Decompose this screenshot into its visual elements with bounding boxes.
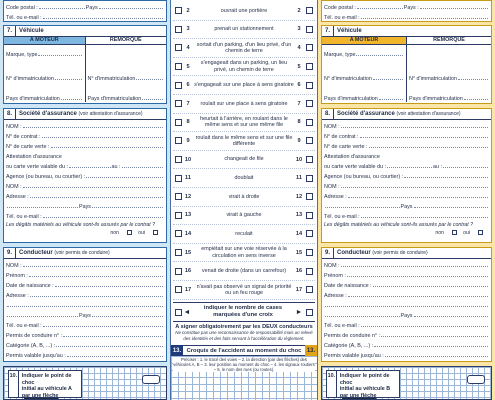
motor-vehicle-header: A MOTEUR (322, 37, 406, 45)
driver-address-label: Adresse : (6, 293, 29, 299)
circumstance-text: changeait de file (224, 156, 264, 163)
circumstance-checkbox-a[interactable] (175, 26, 182, 33)
postal-code-field-a[interactable] (4, 1, 166, 11)
trailer-country-field-b[interactable] (407, 82, 491, 102)
circumstance-number-left: 4 (186, 44, 190, 51)
agency-label: Agence (ou bureau, ou courtier) : (6, 174, 86, 180)
circumstance-text: roulait dans le même sens et sur une file différente (195, 134, 293, 147)
trailer-country-label: Pays d'immatriculation (409, 96, 463, 102)
circumstance-row (173, 21, 315, 40)
driver-name-field-b[interactable] (322, 259, 491, 269)
circumstance-row (173, 188, 315, 207)
circumstance-text: s'engageait dans un parking, un lieu privé, un chemin de terre (200, 60, 288, 73)
circumstance-text: reculait (235, 230, 253, 237)
driver-address-field-b[interactable] (322, 289, 491, 299)
vehicle-section-a (3, 25, 167, 104)
license-valid-field-a[interactable] (4, 349, 166, 359)
license-label: Permis de conduire n° : (6, 333, 63, 339)
circumstance-checkbox-a[interactable] (175, 63, 182, 70)
vehicle-section-b (321, 25, 492, 104)
vehicle-b-column (318, 0, 495, 400)
circumstance-row (173, 95, 315, 114)
circumstance-row (173, 281, 315, 300)
country-label: Pays : (403, 5, 419, 11)
circumstance-checkbox-a[interactable] (175, 286, 182, 293)
driver-address2-field-b[interactable] (322, 299, 491, 309)
insurance-section-b (321, 108, 492, 243)
circumstance-checkbox-a[interactable] (175, 119, 182, 126)
circumstance-checkbox-a[interactable] (175, 212, 182, 219)
circumstance-text: heurtait à l'arrière, en roulant dans le même sens et sur une même file (200, 116, 288, 129)
address-block-a (3, 0, 167, 22)
section-title: Véhicule (337, 28, 362, 34)
section-number: 9. (322, 248, 334, 259)
driver-birth-field-b[interactable] (322, 279, 491, 289)
section-title: Société d'assurance (337, 111, 395, 117)
brand-label: Marque, type (324, 52, 356, 58)
phone-field-b[interactable] (322, 11, 491, 21)
category-field-b[interactable] (322, 339, 491, 349)
driver-name-label: NOM : (6, 263, 22, 269)
circumstance-number-right: 11 (296, 175, 302, 182)
circumstance-number-left: 12 (184, 193, 192, 200)
circumstance-row (173, 58, 315, 77)
agency-name-field-b[interactable] (322, 180, 491, 190)
validity-to-label: au : (433, 164, 443, 170)
agency-name-field-a[interactable] (4, 180, 166, 190)
damage-question-b (322, 220, 491, 228)
section-number: 7. (322, 26, 334, 37)
registration-country-label: Pays d'immatriculation (324, 96, 378, 102)
validity-field-b[interactable] (322, 160, 491, 170)
circumstance-number-left: 10 (184, 156, 192, 163)
circumstance-row (173, 225, 315, 244)
registration-label: N° d'immatriculation (324, 76, 372, 82)
circumstance-checkbox-b[interactable] (306, 82, 313, 89)
circumstance-text: roulait sur une place à sens giratoire (200, 100, 288, 107)
circumstance-checkbox-b[interactable] (306, 137, 313, 144)
no-checkbox-a[interactable] (127, 230, 132, 235)
agency-field-b[interactable] (322, 170, 491, 180)
circumstance-checkbox-b[interactable] (306, 156, 313, 163)
agency-label: Agence (ou bureau, ou courtier) : (324, 174, 404, 180)
trailer-header: REMORQUE (86, 37, 167, 45)
yes-checkbox-b[interactable] (478, 230, 483, 235)
circumstance-checkbox-b[interactable] (306, 212, 313, 219)
driver-country-field-a[interactable] (4, 309, 166, 319)
impact-number: 10. (327, 371, 337, 397)
count-box-a[interactable] (175, 309, 182, 316)
section-title: Véhicule (19, 28, 44, 34)
circumstance-checkbox-b[interactable] (306, 175, 313, 182)
circumstance-checkbox-a[interactable] (175, 137, 182, 144)
circumstance-number-left: 2 (186, 7, 190, 14)
driver-phone-label: Tél. ou e-mail : (6, 323, 42, 329)
impact-line-3: par une flèche (339, 392, 377, 399)
count-label-line-1: indiquer le nombre de cases (203, 305, 283, 311)
driver-section-b (321, 247, 492, 362)
motor-vehicle-header: À MOTEUR (4, 37, 85, 45)
driver-firstname-field-b[interactable] (322, 269, 491, 279)
no-label: non (435, 229, 445, 236)
section-number: 8. (322, 109, 334, 120)
circumstance-number-right: 8 (297, 119, 301, 126)
circumstance-number-right: 9 (297, 137, 301, 144)
driver-section-a (3, 247, 167, 362)
circumstance-number-left: 6 (186, 82, 190, 89)
vehicle-a-column (0, 0, 170, 400)
certificate-label-b (322, 150, 491, 160)
registration-country-field-b[interactable] (322, 82, 406, 102)
circumstance-number-right: 10 (295, 156, 303, 163)
circumstance-number-left: 13 (184, 212, 192, 219)
sketch-number-right: 13. (305, 345, 317, 356)
circumstance-text: ouvrait une portière (220, 7, 268, 14)
driver-address-field-a[interactable] (4, 289, 166, 299)
registration-field-b[interactable] (322, 58, 406, 82)
circumstance-number-right: 6 (297, 82, 301, 89)
impact-instruction-b (326, 370, 400, 398)
agency-address-field-a[interactable] (4, 190, 166, 200)
circumstance-number-left: 3 (186, 26, 190, 33)
contract-field-b[interactable] (322, 130, 491, 140)
driver-birth-label: Date de naissance : (6, 283, 54, 289)
category-label: Catégorie (A, B, ...) : (324, 343, 374, 349)
impact-instruction-a (8, 370, 82, 398)
circumstance-number-right: 15 (295, 249, 303, 256)
license-label: Permis de conduire n° : (324, 333, 381, 339)
green-card-field-b[interactable] (322, 140, 491, 150)
green-card-label: N° de carte verte : (324, 144, 368, 150)
trailer-registration-field-b[interactable] (407, 58, 491, 82)
section-number: 7. (4, 26, 16, 37)
agency-name-label: NOM : (6, 184, 22, 190)
circumstance-row (173, 151, 315, 170)
driver-firstname-label: Prénom : (324, 273, 346, 279)
circumstance-text: prenait un stationnement (214, 26, 274, 33)
driver-name-label: NOM : (324, 263, 340, 269)
arrow-right-icon: ► (295, 308, 303, 316)
category-field-a[interactable] (4, 339, 166, 349)
circumstance-checkbox-b[interactable] (306, 249, 313, 256)
circumstance-text: s'engageait sur une place à sens giratoire (194, 82, 294, 89)
driver-birth-field-a[interactable] (4, 279, 166, 289)
circumstance-checkbox-b[interactable] (306, 286, 313, 293)
impact-line-3: par une flèche (21, 392, 59, 399)
green-card-label: N° de carte verte : (6, 144, 50, 150)
circumstance-text: virait à gauche (226, 212, 262, 219)
circumstance-number-right: 14 (295, 230, 303, 237)
driver-phone-field-a[interactable] (4, 319, 166, 329)
circumstance-number-right: 3 (297, 26, 301, 33)
damage-question-a (4, 220, 166, 228)
validity-to-label: au : (111, 164, 121, 170)
circumstance-checkbox-b[interactable] (306, 7, 313, 14)
section-title: Société d'assurance (19, 111, 77, 117)
country-label: Pays (85, 5, 98, 11)
registration-label: N° d'immatriculation (6, 76, 54, 82)
phone-label: Tél. ou e-mail : (324, 15, 360, 21)
circumstance-text: n'avait pas observé un signal de priorité ou un feu rouge (196, 283, 292, 296)
contract-label: N° de contrat : (6, 134, 41, 140)
circumstance-checkbox-a[interactable] (175, 175, 182, 182)
circumstance-number-right: 2 (297, 7, 301, 14)
agency-country-field-a[interactable] (4, 200, 166, 210)
address-label: Adresse : (324, 194, 347, 200)
driver-name-field-a[interactable] (4, 259, 166, 269)
agency-name-label: NOM : (324, 184, 340, 190)
circumstance-number-left: 11 (185, 175, 191, 182)
circumstance-row (173, 2, 315, 21)
insurer-name-field-a[interactable] (4, 120, 166, 130)
circumstance-text: doublait (234, 175, 254, 182)
license-valid-label: Permis valable jusqu'au : (6, 353, 66, 359)
circumstance-text: empiétait sur une voie réservée à la circulation en sens inverse (201, 246, 287, 259)
license-valid-label: Permis valable jusqu'au : (324, 353, 384, 359)
certificate-label-a (4, 150, 166, 160)
circumstance-checkbox-b[interactable] (306, 193, 313, 200)
circumstance-number-left: 5 (186, 63, 190, 70)
circumstance-number-left: 14 (184, 230, 192, 237)
circumstance-checkbox-a[interactable] (175, 193, 182, 200)
license-field-b[interactable] (322, 329, 491, 339)
circumstance-checkbox-b[interactable] (306, 230, 313, 237)
circumstance-checkbox-b[interactable] (306, 63, 313, 70)
trailer-registration-field-a[interactable] (86, 58, 167, 82)
circumstance-checkbox-a[interactable] (175, 268, 182, 275)
driver-phone-field-b[interactable] (322, 319, 491, 329)
postal-code-field-b[interactable] (322, 1, 491, 11)
brand-field-a[interactable] (4, 45, 85, 58)
circumstance-checkbox-a[interactable] (175, 44, 182, 51)
insurance-section-a (3, 108, 167, 243)
trailer-country-label: Pays d'immatriculation (87, 96, 142, 102)
certificate-label: Attestation d'assurance (324, 154, 380, 160)
circumstance-text: sortait d'un parking, d'un lieu privé, d'un chemin de terre (196, 41, 292, 54)
sketch-title: Croquis de l'accident au moment du choc (186, 347, 302, 354)
sketch-note: Préciser : 1. le tracé des voies – 2. la direction (par des flèches) des véhicules A, B – 3. leur position au moment du choc – 4. les signaux routiers – 5. le nom des rues (ou routes). (173, 357, 315, 372)
circumstance-row (173, 207, 315, 226)
yes-checkbox-a[interactable] (153, 230, 158, 235)
yes-label: oui (463, 229, 470, 236)
car-outline-icon (142, 375, 160, 384)
driver-country-label: Pays (79, 313, 91, 319)
damage-question-text: Les dégâts matériels au véhicule sont-ils assurés par le contrat ? (6, 222, 156, 228)
circumstance-text: virait à droite (228, 193, 260, 200)
contract-field-a[interactable] (4, 130, 166, 140)
sketch-header (171, 345, 317, 356)
agency-phone-field-a[interactable] (4, 210, 166, 220)
license-field-a[interactable] (4, 329, 166, 339)
circumstance-checkbox-a[interactable] (175, 156, 182, 163)
phone-label: Tél. ou e-mail : (324, 214, 360, 220)
circumstance-checkbox-a[interactable] (175, 82, 182, 89)
circumstance-number-right: 13 (295, 212, 303, 219)
section-note: (voir permis de conduire) (372, 250, 428, 256)
impact-line-2: initial au véhicule B (339, 386, 391, 392)
driver-address2-field-a[interactable] (4, 299, 166, 309)
circumstance-number-right: 7 (297, 100, 301, 107)
circumstance-number-right: 16 (295, 268, 303, 275)
address-label: Adresse : (6, 194, 29, 200)
brand-field-b[interactable] (322, 45, 406, 58)
circumstance-checkbox-b[interactable] (306, 268, 313, 275)
circumstance-number-left: 9 (186, 137, 190, 144)
circumstance-checkbox-a[interactable] (175, 7, 182, 14)
count-label-line-2: marquées d'une croix (213, 312, 273, 318)
circumstance-checkbox-a[interactable] (175, 230, 182, 237)
sketch-number-left: 13. (171, 345, 183, 356)
trailer-registration-label: N° d'immatriculation (409, 76, 457, 82)
impact-number: 10. (9, 371, 19, 397)
circumstances-column (170, 0, 318, 400)
contract-label: N° de contrat : (324, 134, 359, 140)
phone-field-a[interactable] (4, 11, 166, 21)
phone-label: Tél. ou e-mail : (6, 15, 42, 21)
insurer-name-label: NOM : (324, 124, 340, 130)
trailer-registration-label: N° d'immatriculation (87, 76, 136, 82)
driver-birth-label: Date de naissance : (324, 283, 372, 289)
postal-label: Code postal : (324, 5, 356, 11)
circumstance-checkbox-b[interactable] (306, 44, 313, 51)
yes-label: oui (138, 229, 145, 236)
circumstance-number-right: 4 (297, 44, 301, 51)
agency-address-field-b[interactable] (322, 190, 491, 200)
impact-grid-a[interactable] (3, 366, 167, 400)
circumstance-row (173, 262, 315, 281)
circumstance-number-left: 7 (186, 100, 190, 107)
circumstance-number-left: 8 (186, 119, 190, 126)
license-valid-field-b[interactable] (322, 349, 491, 359)
green-card-field-a[interactable] (4, 140, 166, 150)
no-label: non (110, 229, 120, 236)
circumstance-checkbox-a[interactable] (175, 100, 182, 107)
circumstance-number-left: 15 (184, 249, 192, 256)
address-block-b (321, 0, 492, 22)
category-label: Catégorie (A, B, ...) : (6, 343, 56, 349)
insurer-name-field-b[interactable] (322, 120, 491, 130)
no-checkbox-b[interactable] (452, 230, 457, 235)
phone-label: Tél. ou e-mail : (6, 214, 42, 220)
circumstance-checkbox-a[interactable] (175, 249, 182, 256)
circumstance-number-right: 12 (295, 193, 303, 200)
car-outline-icon (467, 375, 485, 384)
registration-country-label: Pays d'immatriculation (6, 96, 60, 102)
country-label: Pays (400, 204, 413, 210)
circumstance-number-left: 17 (184, 286, 192, 293)
validity-label: ou carte verte valable du : (6, 164, 69, 170)
driver-country-label: Pays (400, 313, 413, 319)
section-number: 8. (4, 109, 16, 120)
count-box-b[interactable] (306, 309, 313, 316)
validity-field-a[interactable] (4, 160, 166, 170)
registration-field-a[interactable] (4, 58, 85, 82)
agency-phone-field-b[interactable] (322, 210, 491, 220)
driver-country-field-b[interactable] (322, 309, 491, 319)
circumstance-text: venait de droite (dans un carrefour) (201, 268, 287, 275)
circumstance-row (173, 169, 315, 188)
circumstance-number-left: 16 (184, 268, 192, 275)
signature-note (173, 324, 315, 342)
circumstance-checkbox-b[interactable] (306, 119, 313, 126)
trailer-header: REMORQUE (407, 37, 491, 45)
circumstance-row (173, 76, 315, 95)
circumstance-number-right: 5 (297, 63, 301, 70)
circumstance-row (173, 114, 315, 133)
damage-question-text: Les dégâts matériels au véhicule sont-ils assurés par le contrat ? (324, 222, 474, 228)
driver-phone-label: Tél. ou e-mail : (324, 323, 360, 329)
driver-address-label: Adresse : (324, 293, 347, 299)
arrow-left-icon: ◄ (183, 308, 191, 316)
impact-line-1: Indiquer le point de choc (21, 373, 72, 386)
circumstance-checkbox-b[interactable] (306, 26, 313, 33)
driver-firstname-field-a[interactable] (4, 269, 166, 279)
circumstance-row (173, 39, 315, 58)
driver-firstname-label: Prénom : (6, 273, 28, 279)
registration-country-field-a[interactable] (4, 82, 85, 102)
signature-note-bold: A signer obligatoirement par les DEUX conducteurs (175, 324, 313, 330)
circumstance-row (173, 132, 315, 151)
section-title: Conducteur (19, 250, 53, 256)
section-note: (voir permis de conduire) (54, 250, 110, 256)
certificate-label: Attestation d'assurance (6, 154, 62, 160)
agency-field-a[interactable] (4, 170, 166, 180)
signature-note-small: Ne constitue pas une reconnaissance de responsabilité mais un relevé des identités et des faits servant à l'accélération du règlement. (175, 330, 313, 341)
section-number: 9. (4, 248, 16, 259)
impact-grid-b[interactable] (321, 366, 492, 400)
validity-label: ou carte verte valable du : (324, 164, 387, 170)
circumstance-number-right: 17 (295, 286, 303, 293)
checked-count-row (173, 302, 315, 322)
impact-line-2: initial au véhicule A (21, 386, 72, 392)
circumstance-row (173, 244, 315, 263)
section-note: (voir attestation d'assurance) (78, 111, 143, 117)
postal-label: Code postal : (6, 5, 38, 11)
section-title: Conducteur (337, 250, 371, 256)
country-label: Pays (79, 204, 91, 210)
impact-line-1: Indiquer le point de choc (339, 373, 390, 386)
section-note: (voir attestation d'assurance) (396, 111, 461, 117)
agency-country-field-b[interactable] (322, 200, 491, 210)
trailer-country-field-a[interactable] (86, 82, 167, 102)
circumstance-checkbox-b[interactable] (306, 100, 313, 107)
insurer-name-label: NOM : (6, 124, 22, 130)
brand-label: Marque, type (6, 52, 38, 58)
